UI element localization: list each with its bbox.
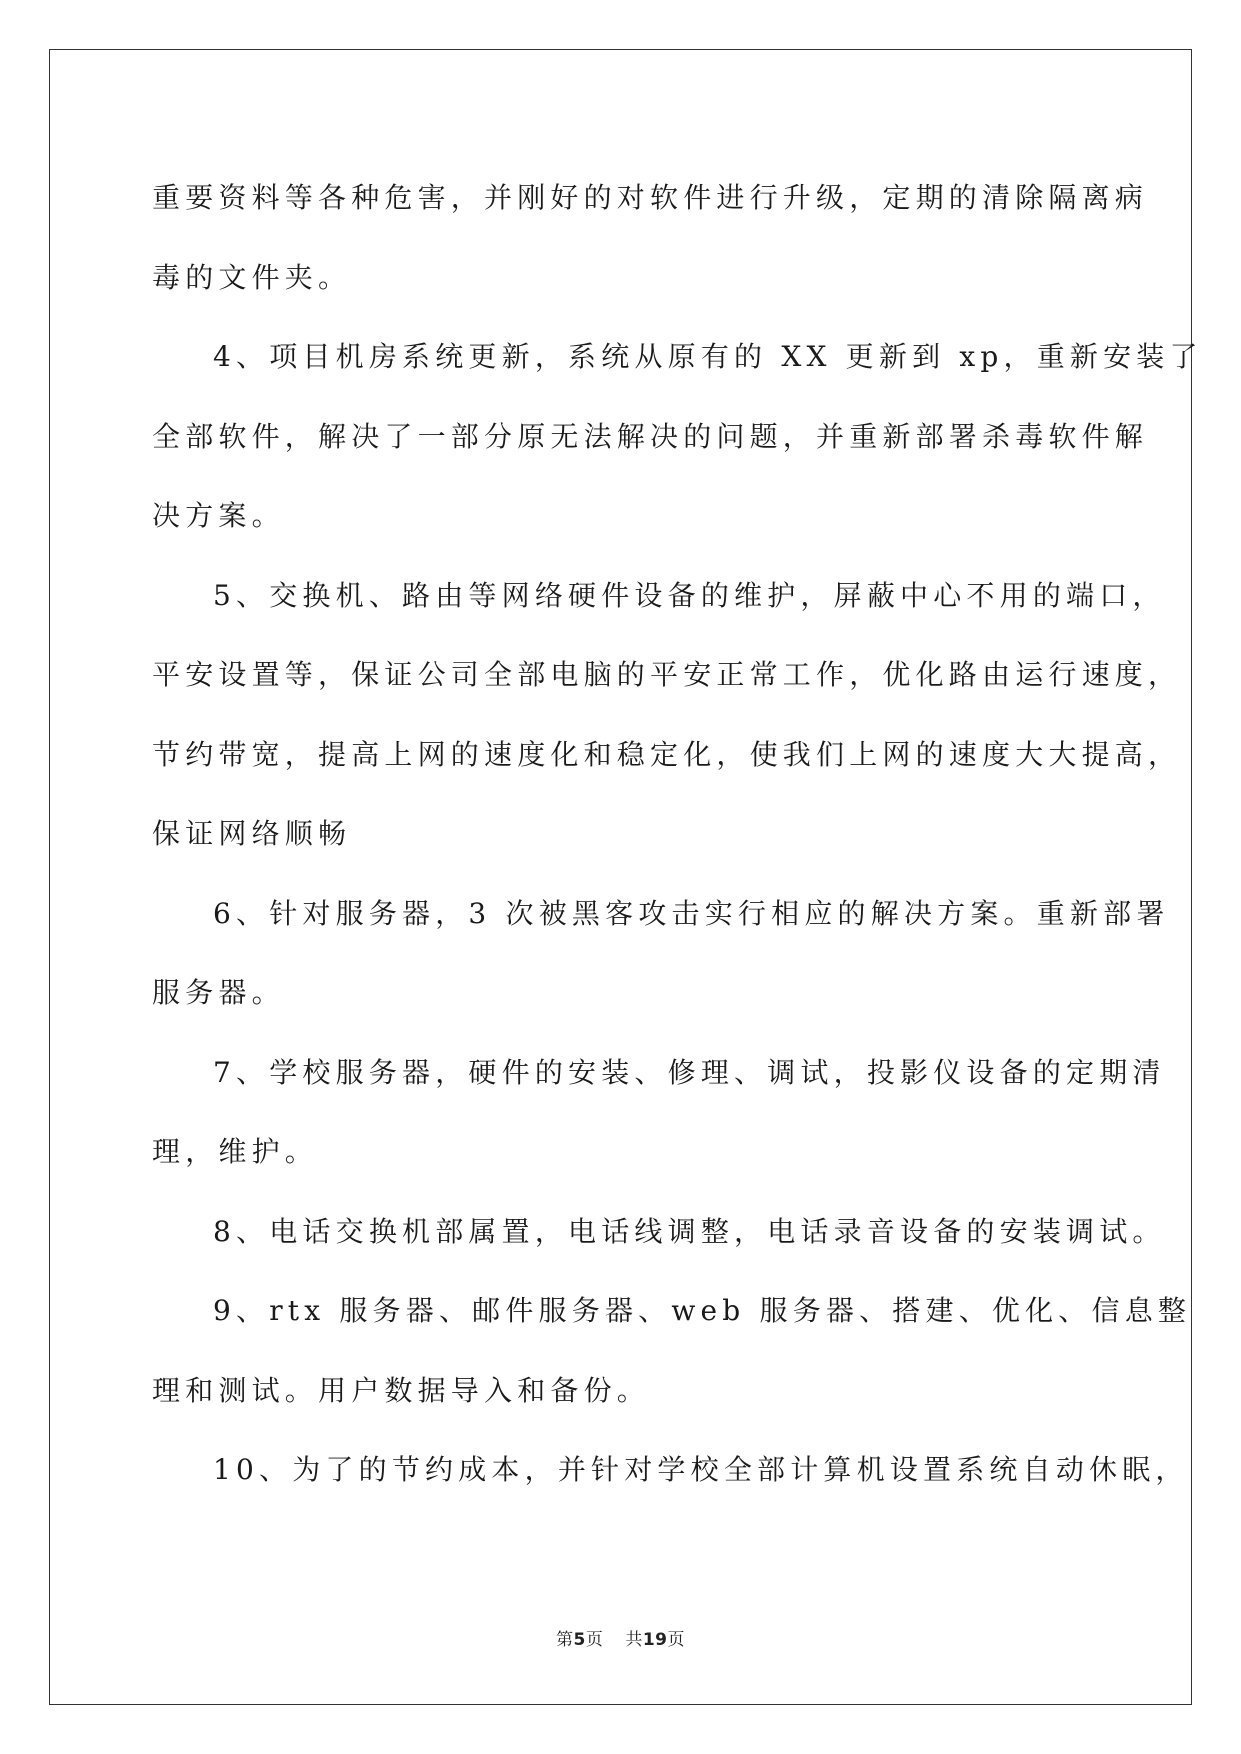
paragraph-item-9 (152, 1271, 1192, 1430)
paragraph-item-5 (152, 556, 1182, 874)
page-number: 5 (573, 1630, 586, 1650)
text-line: 服务器。 (152, 976, 285, 1009)
text-line: 决方案。 (152, 499, 285, 532)
document-body (152, 158, 1203, 1510)
page-footer (0, 1625, 1241, 1650)
text-line: 保证网络顺畅 (152, 817, 352, 850)
page-prefix: 第 (555, 1630, 574, 1650)
text-line: 理，维护。 (152, 1135, 319, 1168)
paragraph-item-7 (152, 1033, 1166, 1192)
text-line: 理和测试。用户数据导入和备份。 (152, 1373, 651, 1407)
total-prefix: 共 (625, 1630, 643, 1650)
text-line: 毒的文件夹。 (152, 260, 352, 294)
paragraph-item-6 (152, 874, 1170, 1033)
paragraph-continuation (152, 158, 1149, 317)
total-pages: 19 (642, 1630, 668, 1650)
paragraph-item-4 (152, 317, 1203, 556)
page-suffix: 页 (585, 1630, 604, 1650)
text-line: 10、为了的节约成本，并针对学校全部计算机设置系统自动休眠， (213, 1453, 1189, 1486)
text-line: 6、针对服务器，3 次被黑客攻击实行相应的解决方案。重新部署 (213, 896, 1170, 930)
text-line: 9、rtx 服务器、邮件服务器、web 服务器、搭建、优化、信息整 (213, 1294, 1192, 1327)
text-line: 重要资料等各种危害，并刚好的对软件进行升级，定期的清除隔离病 (152, 181, 1149, 214)
text-line: 4、项目机房系统更新，系统从原有的 XX 更新到 xp，重新安装了 (213, 340, 1203, 373)
text-line: 5、交换机、路由等网络硬件设备的维护，屏蔽中心不用的端口， (213, 578, 1166, 612)
text-line: 平安设置等，保证公司全部电脑的平安正常工作，优化路由运行速度， (152, 658, 1182, 691)
paragraph-item-10 (152, 1430, 1189, 1510)
text-line: 节约带宽，提高上网的速度化和稳定化，使我们上网的速度大大提高， (152, 737, 1182, 771)
text-line: 8、电话交换机部属置，电话线调整，电话录音设备的安装调试。 (213, 1214, 1166, 1248)
text-line: 7、学校服务器，硬件的安装、修理、调试，投影仪设备的定期清 (213, 1055, 1166, 1089)
text-line: 全部软件，解决了一部分原无法解决的问题，并重新部署杀毒软件解 (152, 419, 1149, 453)
paragraph-item-8 (152, 1192, 1166, 1272)
total-suffix: 页 (667, 1630, 685, 1650)
